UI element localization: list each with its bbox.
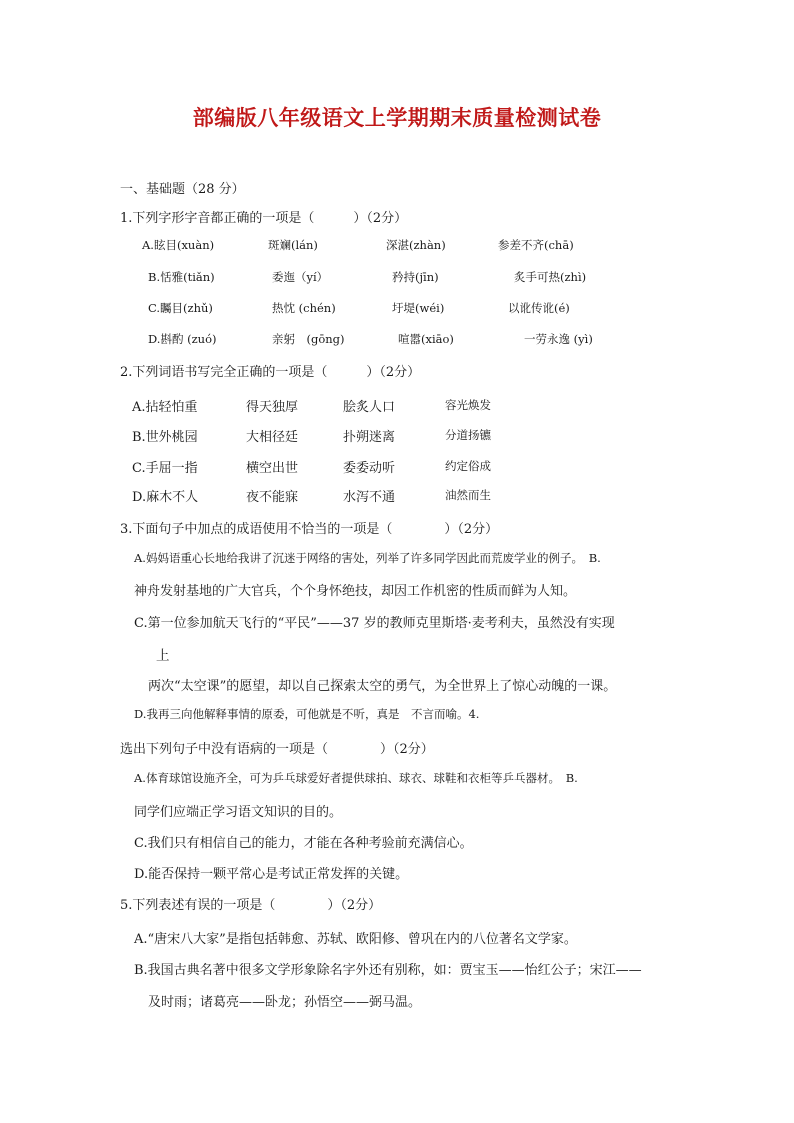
q3-option-c-line3: 两次“太空课”的愿望，却以自己探索太空的勇气，为全世界上了惊心动魄的一课。 xyxy=(148,679,617,694)
q1-option-d-1: D.斟酌 (zuó) xyxy=(148,332,217,346)
question-3-stem: 3.下面句子中加点的成语使用不恰当的一项是（ ）（2分） xyxy=(120,522,499,537)
section-heading: 一、基础题（28 分） xyxy=(120,182,245,197)
q3-option-a: A.妈妈语重心长地给我讲了沉迷于网络的害处，列举了许多同学因此而荒废学业的例子。 B. xyxy=(134,551,601,565)
q2-option-b-3: 扑朔迷离 xyxy=(343,430,396,445)
q1-option-a-2: 斑斓(lán) xyxy=(268,238,318,252)
question-4-stem: 选出下列句子中没有语病的一项是（ ）（2分） xyxy=(120,742,434,757)
q2-option-b-1: B.世外桃园 xyxy=(132,430,198,445)
q1-option-a-3: 深湛(zhàn) xyxy=(386,238,446,252)
q1-option-c-4: 以讹传讹(é) xyxy=(508,301,570,315)
q1-option-c-1: C.矚目(zhǔ) xyxy=(148,301,213,315)
q1-option-c-2: 热忱 (chén) xyxy=(272,301,336,315)
q1-option-b-2: 委迤（yí） xyxy=(272,270,329,284)
q2-option-a-1: A.拈轻怕重 xyxy=(132,400,198,415)
q3-option-c-line2: 上 xyxy=(156,648,170,664)
q2-option-a-3: 脍炙人口 xyxy=(343,400,396,415)
q4-option-c: C.我们只有相信自己的能力，才能在各种考验前充满信心。 xyxy=(134,836,473,851)
q5-option-b-line2: 及时雨；诸葛亮——卧龙；孙悟空——弼马温。 xyxy=(148,995,422,1010)
q1-option-d-4: 一劳永逸 (yì) xyxy=(524,332,593,346)
q5-option-b-line1: B.我国古典名著中很多文学形象除名字外还有别称，如：贾宝玉——怡红公子；宋江—— xyxy=(134,963,642,978)
q2-option-b-2: 大相径廷 xyxy=(246,430,299,445)
q4-option-b: 同学们应端正学习语文知识的目的。 xyxy=(134,805,343,820)
q2-option-d-1: D.麻木不人 xyxy=(132,490,199,505)
q2-option-b-4: 分道扬镳 xyxy=(445,428,491,442)
q2-option-d-3: 水泻不通 xyxy=(343,490,396,505)
q1-option-a-1: A.眩目(xuàn) xyxy=(142,238,215,252)
q1-option-b-4: 炙手可热(zhì) xyxy=(514,270,587,284)
q3-option-d: D.我再三向他解释事情的原委，可他就是不听，真是 不言而喻。4. xyxy=(134,707,480,721)
q5-option-a: A.“唐宋八大家”是指包括韩愈、苏轼、欧阳修、曾巩在内的八位著名文学家。 xyxy=(134,932,577,947)
q3-option-c-line1: C.第一位参加航天飞行的“平民”——37 岁的教师克里斯塔·麦考利夫，虽然没有实现 xyxy=(134,616,615,631)
q1-option-a-4: 参差不齐(chā) xyxy=(498,238,574,252)
q4-option-a: A.体育球馆设施齐全，可为乒乓球爱好者提供球拍、球衣、球鞋和衣柜等乒乓器材。 B. xyxy=(134,771,578,785)
question-2-stem: 2.下列词语书写完全正确的一项是（ ）（2分） xyxy=(120,365,421,380)
question-1-stem: 1.下列字形字音都正确的一项是（ ）（2分） xyxy=(120,211,408,226)
q1-option-b-3: 矜持(jīn) xyxy=(392,270,439,284)
q4-option-d: D.能否保持一颗平常心是考试正常发挥的关键。 xyxy=(134,867,409,882)
q2-option-c-4: 约定俗成 xyxy=(445,459,491,473)
q2-option-d-2: 夜不能寐 xyxy=(246,490,299,505)
q2-option-c-3: 委委动听 xyxy=(343,461,396,476)
q1-option-d-2: 亲躬 (gōng) xyxy=(272,332,345,346)
page-title: 部编版八年级语文上学期期末质量检测试卷 xyxy=(192,105,602,130)
q1-option-d-3: 喧嚣(xiāo) xyxy=(398,332,454,346)
q1-option-c-3: 圩堤(wéi) xyxy=(392,301,445,315)
q2-option-d-4: 油然而生 xyxy=(445,488,491,502)
question-5-stem: 5.下列表述有误的一项是（ ）（2分） xyxy=(120,898,382,913)
q1-option-b-1: B.恬雅(tiǎn) xyxy=(148,270,215,284)
q2-option-c-1: C.手屈一指 xyxy=(132,461,198,476)
q3-option-b: 神舟发射基地的广大官兵，个个身怀绝技，却因工作机密的性质而鲜为人知。 xyxy=(134,584,577,599)
q2-option-a-2: 得天独厚 xyxy=(246,400,299,415)
q2-option-c-2: 横空出世 xyxy=(246,461,299,476)
q2-option-a-4: 容光焕发 xyxy=(445,398,491,412)
